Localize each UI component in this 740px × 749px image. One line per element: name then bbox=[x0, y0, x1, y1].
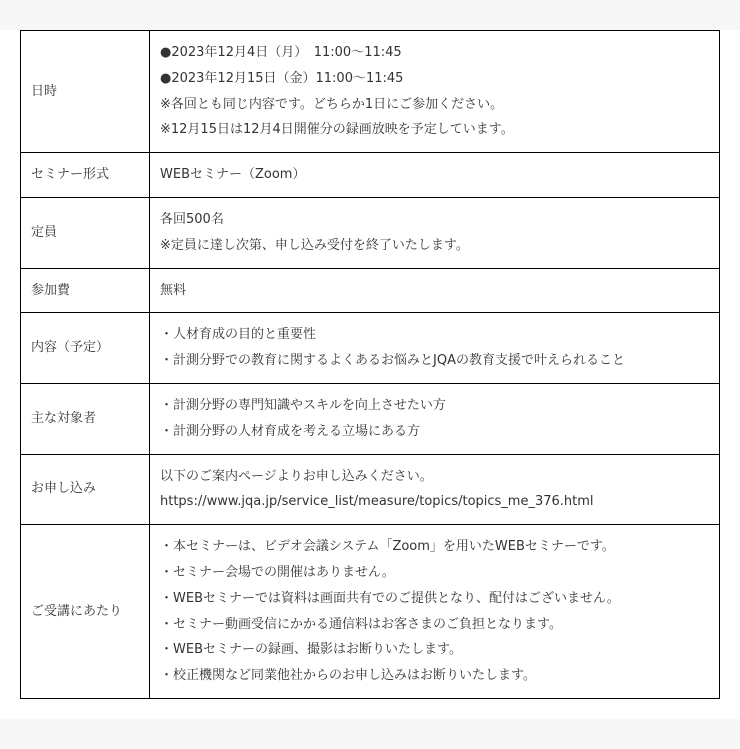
application-url[interactable]: https://www.jqa.jp/service_list/measure/topics/topics_me_376.html bbox=[160, 494, 594, 510]
seminar-info-page bbox=[0, 30, 740, 719]
row-label-format: セミナー形式 bbox=[21, 153, 150, 198]
row-label-capacity: 定員 bbox=[21, 197, 150, 268]
row-datetime bbox=[21, 31, 720, 153]
datetime-line-1: ●2023年12月4日（月） 11:00～11:45 bbox=[160, 45, 402, 60]
format-line-1: WEBセミナー（Zoom） bbox=[160, 167, 306, 183]
row-value-datetime bbox=[150, 31, 720, 153]
notes-line-3: ・WEBセミナーでは資料は画面共有でのご提供となり、配付はございません。 bbox=[160, 590, 620, 606]
row-capacity bbox=[21, 197, 720, 268]
row-notes bbox=[21, 525, 720, 699]
notes-line-5: ・WEBセミナーの録画、撮影はお断りいたします。 bbox=[160, 642, 462, 658]
row-label-fee: 参加費 bbox=[21, 268, 150, 313]
row-content bbox=[21, 313, 720, 384]
capacity-line-1: 各回500名 bbox=[160, 211, 224, 227]
content-line-2: ・計測分野での教育に関するよくあるお悩みとJQAの教育支援で叶えられること bbox=[160, 353, 625, 369]
row-application bbox=[21, 454, 720, 525]
row-audience bbox=[21, 383, 720, 454]
row-fee bbox=[21, 268, 720, 313]
datetime-note-1: ※各回とも同じ内容です。どちらか1日にご参加ください。 bbox=[160, 96, 504, 112]
row-value-application bbox=[150, 454, 720, 525]
audience-line-2: ・計測分野の人材育成を考える立場にある方 bbox=[160, 423, 421, 439]
notes-line-6: ・校正機関など同業他社からのお申し込みはお断りいたします。 bbox=[160, 668, 536, 684]
notes-line-4: ・セミナー動画受信にかかる通信料はお客さまのご負担となります。 bbox=[160, 616, 562, 632]
row-format bbox=[21, 153, 720, 198]
fee-line-1: 無料 bbox=[160, 282, 187, 298]
application-line-1: 以下のご案内ページよりお申し込みください。 bbox=[160, 468, 433, 484]
row-value-format bbox=[150, 153, 720, 198]
row-label-audience: 主な対象者 bbox=[21, 383, 150, 454]
row-value-notes bbox=[150, 525, 720, 699]
notes-line-1: ・本セミナーは、ビデオ会議システム「Zoom」を用いたWEBセミナーです。 bbox=[160, 539, 615, 555]
row-value-fee bbox=[150, 268, 720, 313]
datetime-line-2: ●2023年12月15日（金）11:00～11:45 bbox=[160, 70, 404, 86]
notes-line-2: ・セミナー会場での開催はありません。 bbox=[160, 564, 395, 580]
row-value-content bbox=[150, 313, 720, 384]
row-label-notes: ご受講にあたり bbox=[21, 525, 150, 699]
row-label-content: 内容（予定） bbox=[21, 313, 150, 384]
capacity-note: ※定員に達し次第、申し込み受付を終了いたします。 bbox=[160, 237, 469, 253]
row-value-capacity bbox=[150, 197, 720, 268]
content-line-1: ・人材育成の目的と重要性 bbox=[160, 327, 317, 343]
row-label-datetime: 日時 bbox=[21, 31, 150, 153]
row-label-application: お申し込み bbox=[21, 454, 150, 525]
row-value-audience bbox=[150, 383, 720, 454]
audience-line-1: ・計測分野の専門知識やスキルを向上させたい方 bbox=[160, 397, 446, 413]
seminar-info-table bbox=[20, 30, 720, 699]
datetime-note-2: ※12月15日は12月4日開催分の録画放映を予定しています。 bbox=[160, 122, 514, 138]
